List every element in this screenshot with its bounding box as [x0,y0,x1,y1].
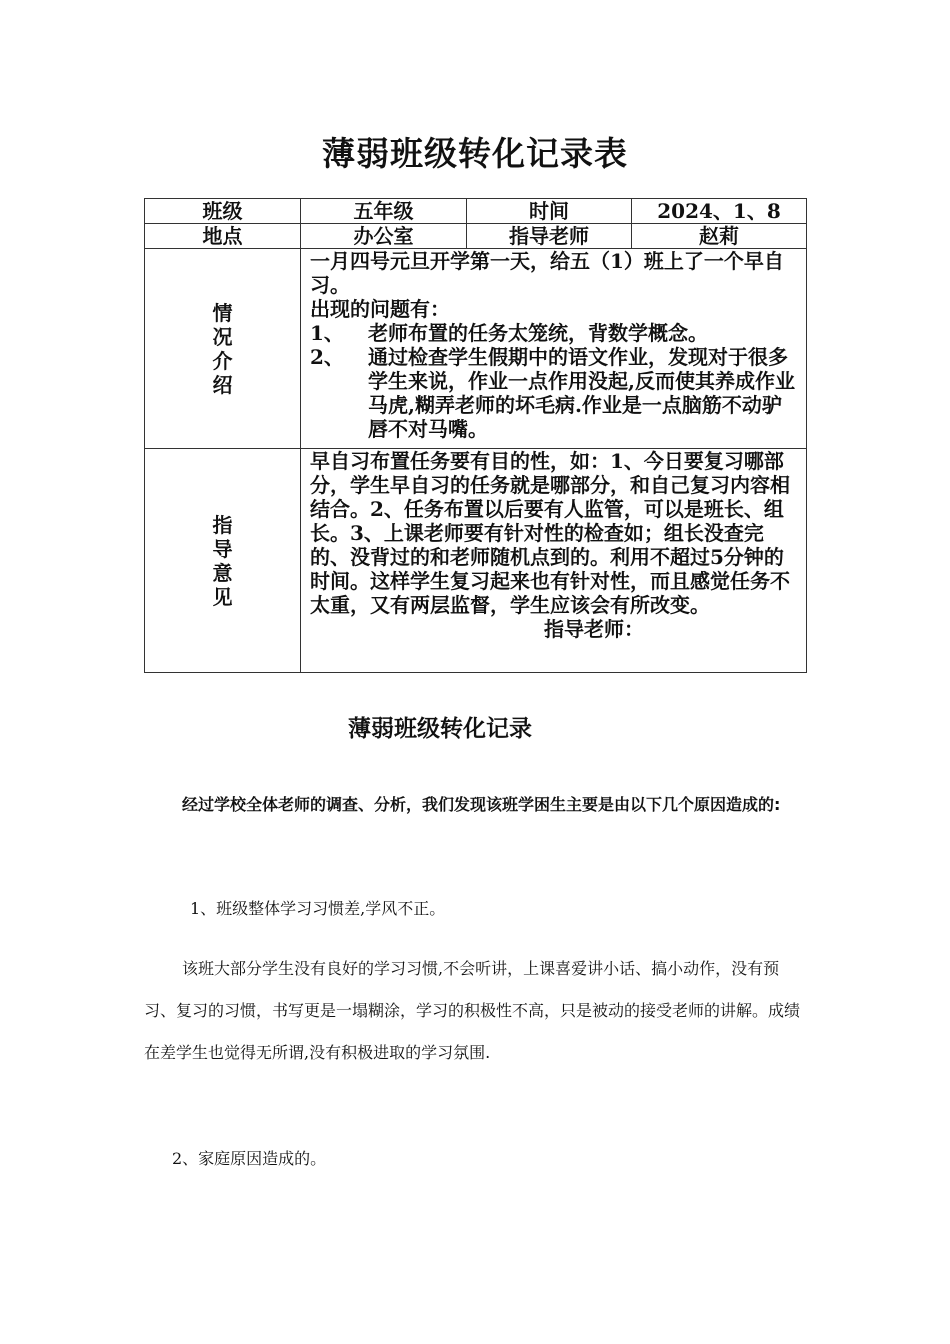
label-time: 时间 [467,199,632,224]
paragraph-reason-2-heading: 2、家庭原因造成的。 [172,1149,327,1168]
value-time: 2024、1、8 [632,199,807,224]
situation-label: 情 况 介 绍 [145,249,301,449]
situation-content [301,249,807,449]
value-teacher: 赵莉 [632,224,807,249]
table-row-guidance [145,449,807,673]
paragraph-reason-1-body: 该班大部分学生没有良好的学习习惯,不会听讲，上课喜爱讲小话、搞小动作，没有预习、复习的习惯，书写更是一塌糊涂，学习的积极性不高，只是被动的接受老师的讲解。成绩在差学生也觉得无所谓,没有积极进取的学习氛围. [144,959,801,1062]
table-row-situation [145,249,807,449]
table-row-place-teacher [145,224,807,249]
paragraph-intro: 经过学校全体老师的调查、分析，我们发现该班学困生主要是由以下几个原因造成的: [182,795,781,814]
situation-problems-heading: 出现的问题有： [310,297,450,321]
section-subtitle: 薄弱班级转化记录 [348,715,532,742]
label-place: 地点 [145,224,301,249]
record-table [144,198,807,673]
page-title: 薄弱班级转化记录表 [322,134,628,173]
value-class: 五年级 [301,199,467,224]
guidance-sign: 指导老师： [544,617,644,641]
situation-intro: 一月四号元旦开学第一天，给五（1）班上了一个早自习。 [310,249,784,297]
guidance-label: 指 导 意 见 [145,449,301,673]
value-place: 办公室 [301,224,467,249]
list-item: 1、 老师布置的任务太笼统，背数学概念。 [310,321,708,345]
guidance-text: 早自习布置任务要有目的性，如：1、今日要复习哪部分，学生早自习的任务就是哪部分，和自己复习内容相结合。2、任务布置以后要有人监管，可以是班长、组长。3、上课老师要有针对性的检查如；组长没查完的、没背过的和老师随机点到的。利用不超过5分钟的时间。这样学生复习起来也有针对性，而且感觉任务不太重，又有两层监督，学生应该会有所改变。 [310,449,790,617]
label-teacher: 指导老师 [467,224,632,249]
paragraph-reason-1-heading: 1、班级整体学习习惯差,学风不正。 [190,899,446,918]
table-row-class-time [145,199,807,224]
label-class: 班级 [145,199,301,224]
guidance-content [301,449,807,673]
list-item: 2、 通过检查学生假期中的语文作业，发现对于很多学生来说，作业一点作用没起,反而使其养成作业马虎,糊弄老师的坏毛病.作业是一点脑筋不动驴唇不对马嘴。 [310,345,795,441]
